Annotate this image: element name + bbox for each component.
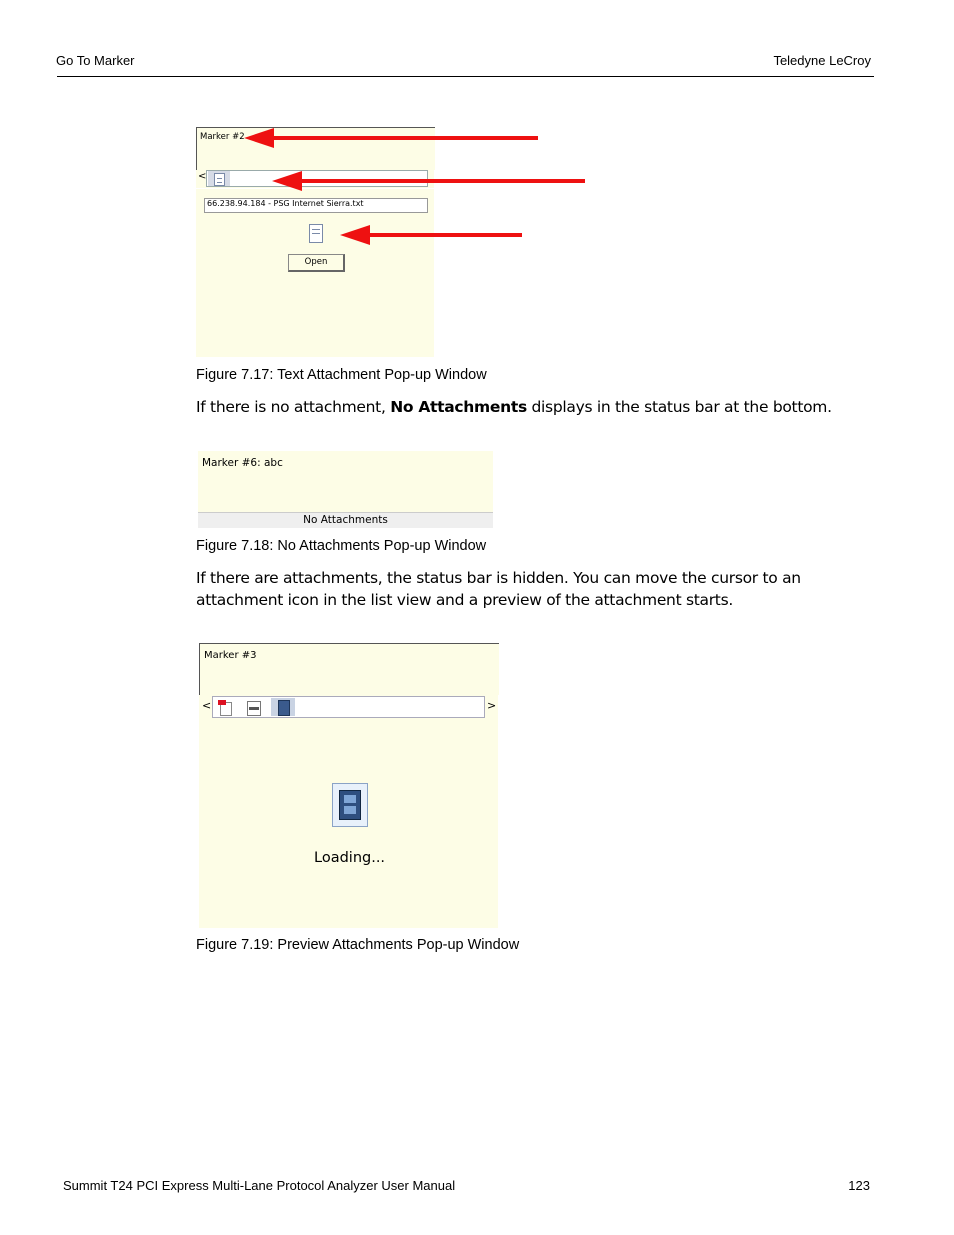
paragraph-bold: No Attachments bbox=[390, 398, 527, 416]
file-name-field bbox=[204, 198, 428, 213]
pdf-badge-icon bbox=[218, 700, 226, 705]
preview-area bbox=[199, 719, 498, 928]
paragraph-text: displays in the status bar at the bottom. bbox=[526, 398, 832, 416]
attachment-item-pdf[interactable] bbox=[218, 700, 232, 716]
film-frame bbox=[344, 806, 356, 814]
marker-title: Marker #6: abc bbox=[202, 457, 283, 469]
attachment-item-text[interactable] bbox=[208, 171, 230, 186]
arrow-head-icon bbox=[340, 225, 370, 245]
annotation-arrow-title bbox=[272, 136, 538, 140]
figure-caption: Figure 7.18: No Attachments Pop-up Window bbox=[196, 538, 487, 554]
arrow-head-icon bbox=[244, 128, 274, 148]
preview-area bbox=[196, 189, 434, 357]
figure-caption: Figure 7.17: Text Attachment Pop-up Window bbox=[196, 367, 487, 383]
paragraph bbox=[196, 396, 832, 418]
scroll-right-button[interactable]: > bbox=[487, 699, 497, 712]
loading-text: Loading... bbox=[314, 850, 386, 866]
marker-title: Marker #2 bbox=[200, 132, 245, 142]
video-file-icon bbox=[278, 700, 290, 716]
text-attachment-popup bbox=[196, 127, 434, 357]
open-button[interactable]: Open bbox=[288, 254, 345, 272]
document-preview-icon bbox=[309, 224, 323, 243]
paragraph bbox=[196, 567, 801, 611]
marker-title: Marker #3 bbox=[204, 650, 257, 661]
file-name: 66.238.94.184 - PSG Internet Sierra.txt bbox=[207, 199, 364, 208]
paragraph-text: If there is no attachment, bbox=[196, 398, 391, 416]
film-strip-icon bbox=[339, 790, 361, 820]
video-preview-icon bbox=[332, 783, 368, 827]
txt-file-icon bbox=[249, 707, 259, 710]
preview-attachments-popup bbox=[199, 643, 498, 928]
film-frame bbox=[344, 795, 356, 803]
marker-title-area bbox=[198, 451, 493, 512]
footer-manual-title: Summit T24 PCI Express Multi-Lane Protocol Analyzer User Manual bbox=[63, 1178, 456, 1193]
paragraph-line: attachment icon in the list view and a preview of the attachment starts. bbox=[196, 591, 733, 609]
scroll-left-button[interactable]: < bbox=[198, 171, 207, 182]
attachment-list[interactable] bbox=[212, 696, 485, 718]
paragraph-line: If there are attachments, the status bar is hidden. You can move the cursor to an bbox=[196, 569, 801, 587]
no-attachments-popup bbox=[198, 451, 493, 527]
figure-caption: Figure 7.19: Preview Attachments Pop-up Window bbox=[196, 937, 520, 953]
arrow-head-icon bbox=[272, 171, 302, 191]
text-file-icon bbox=[214, 173, 225, 186]
scroll-left-button[interactable]: < bbox=[202, 699, 212, 712]
header-company: Teledyne LeCroy bbox=[773, 53, 871, 68]
attachment-item-video[interactable] bbox=[271, 698, 295, 716]
attachment-strip bbox=[199, 695, 498, 719]
page-number: 123 bbox=[848, 1178, 870, 1193]
header-rule bbox=[57, 76, 874, 77]
marker-title-area bbox=[196, 127, 435, 170]
attachment-item-txt[interactable] bbox=[247, 701, 261, 716]
status-bar-text: No Attachments bbox=[303, 514, 388, 526]
annotation-arrow-list bbox=[300, 179, 585, 183]
status-bar bbox=[198, 512, 493, 528]
header-section-title: Go To Marker bbox=[56, 53, 135, 68]
annotation-arrow-preview bbox=[368, 233, 522, 237]
marker-title-area bbox=[199, 643, 499, 695]
